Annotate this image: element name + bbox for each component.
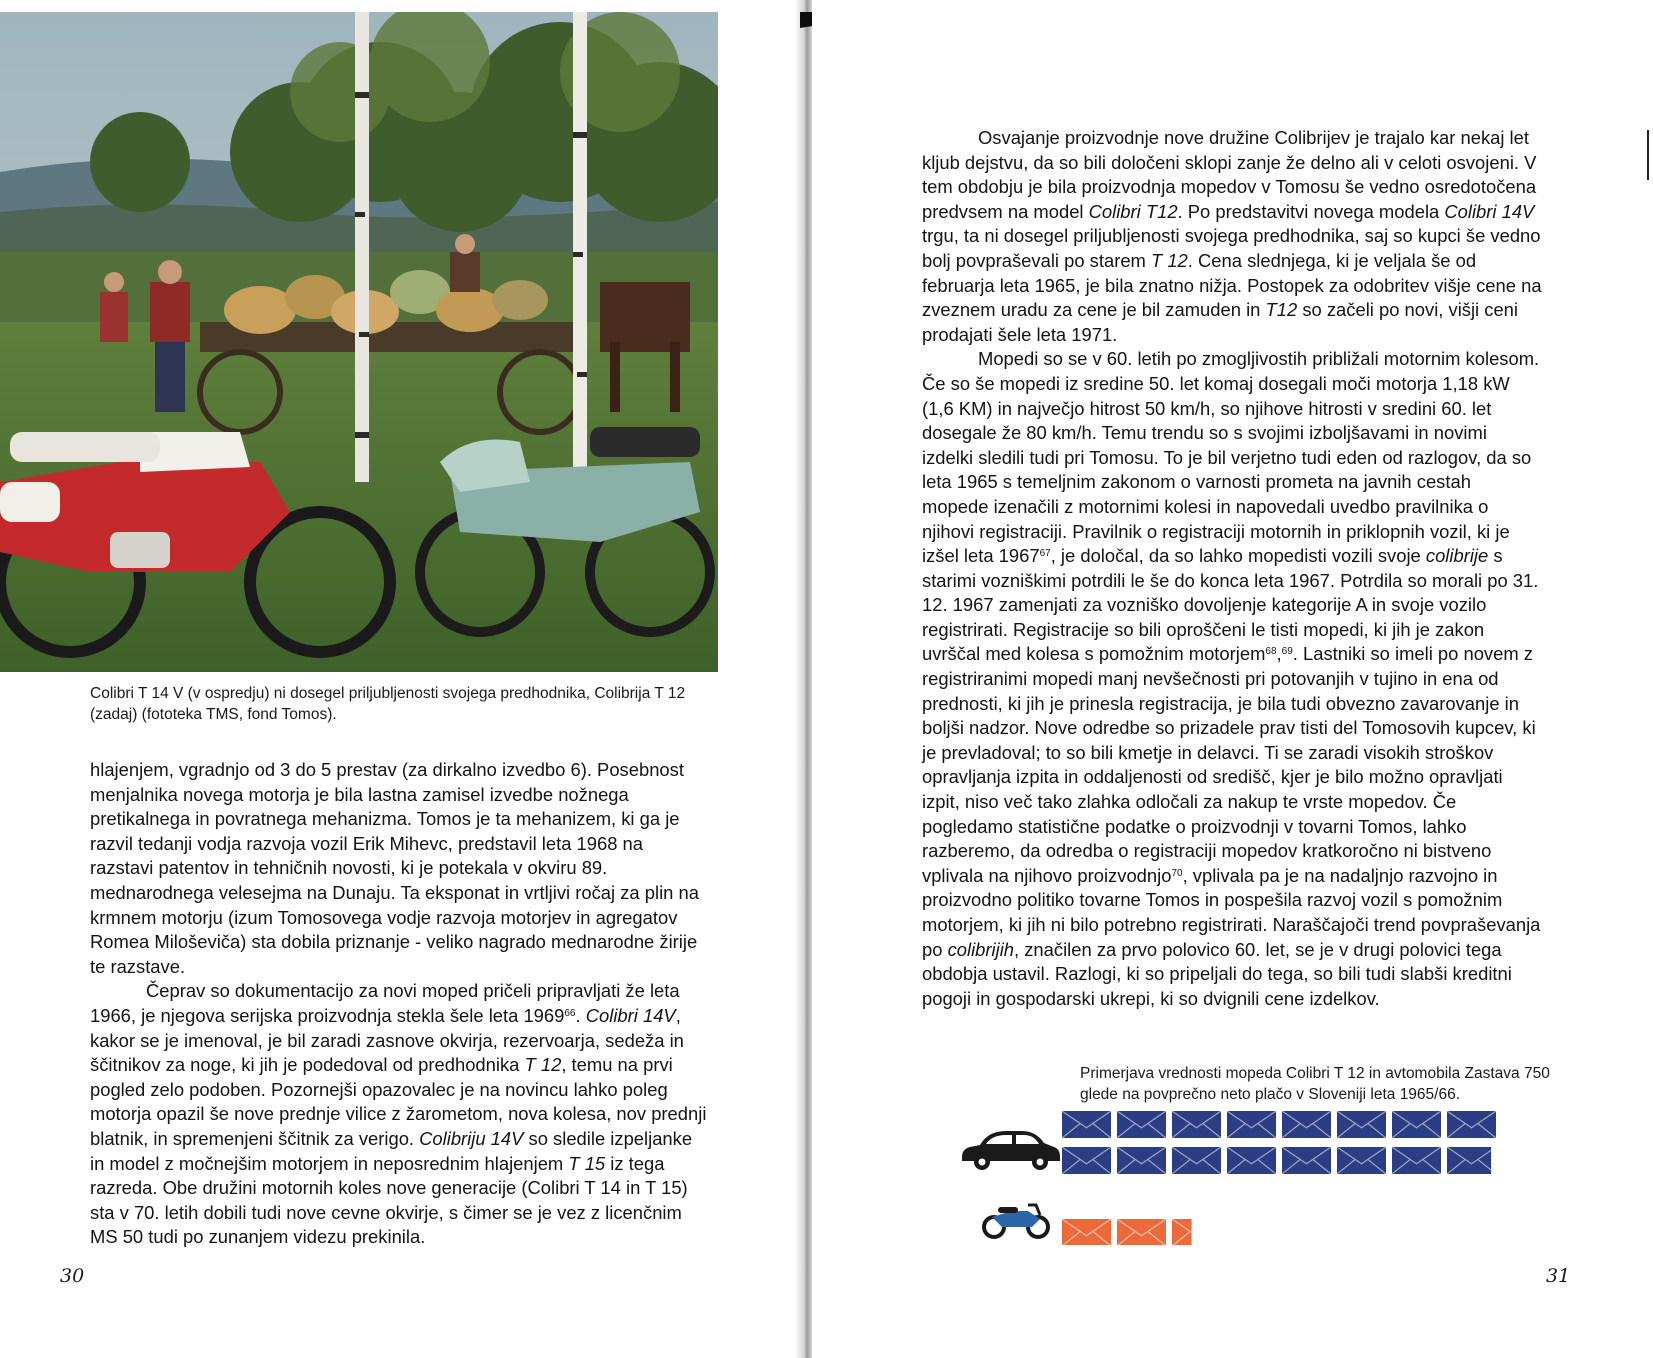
text-run: so sledile izpeljanke in model z močnejšim motorjem in neposrednim hlajenjem: [90, 1127, 693, 1174]
paragraph: [922, 126, 1542, 347]
pictogram-chart: [960, 1105, 1560, 1245]
car-icon: [962, 1131, 1060, 1170]
model-name: T 12: [1150, 249, 1188, 271]
paragraph: [922, 347, 1542, 1011]
text-run: Mopedi so se v 60. letih po zmogljivostih približali motornim kolesom. Če so še mopedi iz sredine 50. let komaj dosegali moči motorja 1,18 kW (1,6 KM) in največjo hitrost 50 km/h, so njihove hitrosti v sredini 60. let dosegale že 80 km/h. Temu trendu so s svojimi izboljšavami in novimi izdelki sledili tudi pri Tomosu. To je bil verjetno tudi eden od razlogov, da so leta 1965 s temeljnim zakonom o varnosti prometa na javnih cestah mopede izenačili z motornimi kolesi in napovedali uvedbo pravilnika o njihovi registraciji. Pravilnik o registraciji motornih in priklopnih vozil, ki je izšel leta 1967: [922, 348, 1540, 567]
text-run: , vplivala pa je na nadaljnjo razvojno in proizvodno politiko tovarne Tomos in pospešila razvoj vozil s pomožnim motorjem, ki jih ni bilo potrebno registrirati. Naraščajoči trend povpraševanja po: [922, 864, 1541, 960]
left-body-text: [90, 758, 710, 1250]
text-run: . Po predstavitvi novega modela: [1177, 200, 1445, 222]
moped-icon: [984, 1205, 1048, 1237]
page-number: 30: [60, 1265, 85, 1287]
envelope-icon: [1062, 1219, 1111, 1245]
envelope-icon: [1392, 1111, 1441, 1138]
footnote-ref: 69: [1281, 646, 1293, 658]
text-run: , značilen za prvo polovico 60. let, se je v drugi polovici tega obdobja ustavil. Razlogi, ki so pripeljali do tega, so bili tudi slabši kreditni pogoji in gospodarski ukrepi, ki so dvignili cene izdelkov.: [922, 938, 1512, 1009]
envelope-icon: [1447, 1147, 1496, 1174]
text-run: .: [575, 1004, 586, 1026]
envelope-icon: [1337, 1111, 1386, 1138]
text-run: , je določal, da so lahko mopedisti vozili svoje: [1050, 545, 1426, 567]
envelope-icon: [1117, 1111, 1166, 1138]
model-name: Colibri T12: [1088, 200, 1178, 222]
envelope-icon: [1172, 1147, 1221, 1174]
text-run: . Cena slednjega, ki je veljala še od februarja leta 1965, je bila znatno nižja. Postopek za odobritev višje cene na zveznem uradu za cene je bil zamuden in: [922, 249, 1542, 321]
text-run: so začeli po novi, višji ceni prodajati šele leta 1971.: [922, 299, 1518, 345]
footnote-ref: 68: [1265, 646, 1277, 658]
text-run: iz tega razreda. Obe družini motornih koles nove generacije (Colibri T 14 in T 15) sta v 70. letih dobili tudi nove cevne okvirje, s čimer se je vez z licenčnim MS 50 tudi po zunanjem videzu prekinila.: [90, 1152, 688, 1248]
envelope-icon: [1282, 1111, 1331, 1138]
envelope-icon: [1392, 1147, 1441, 1174]
model-name: Colibri 14V: [585, 1004, 676, 1026]
text-run: Čeprav so dokumentacijo za novi moped pričeli pripravljati že leta 1966, je njegova serijska proizvodnja stekla šele leta 1969: [90, 980, 680, 1026]
text-run: , temu na prvi pogled zelo podoben. Pozornejši opazovalec je na novincu lahko poleg motorja opazil še nove prednje vilice z žarometom, nova kolesa, nov prednji blatnik, in spremenjeni ščitnik za verigo.: [90, 1054, 707, 1149]
footnote-ref: 70: [1171, 867, 1183, 879]
envelope-icon: [1172, 1111, 1221, 1138]
text-run: ,: [1276, 643, 1282, 665]
page-edge-mark: [1647, 130, 1649, 180]
model-name: Colibriju 14V: [419, 1127, 524, 1149]
envelope-icon: [1337, 1147, 1386, 1174]
model-name: colibrije: [1425, 545, 1489, 567]
model-name: Colibri 14V: [1444, 200, 1535, 222]
moped-field-photo: [0, 12, 718, 672]
text-run: s starimi vozniškimi potrdili le še do konca leta 1967. Potrdila so morali po 31. 12. 1967 zamenjati za vozniško dovoljenje kategorije A in svoje vozilo registrirati. Registracije so bili oproščeni le tisti mopedi, ki jih je zakon uvrščal med kolesa s pomožnim motorjem: [922, 545, 1539, 665]
text-run: hlajenjem, vgradnjo od 3 do 5 prestav (za dirkalno izvedbo 6). Posebnost menjalnika novega motorja je bila lastna zamisel izvedbe nožnega pretikalnega in povratnega mehanizma. Tomos je ta mehanizem, ki ga je razvil tedanji vodja razvoja vozil Erik Mihevc, predstavil leta 1968 na razstavi patentov in tehničnih novosti, ki je potekala v okviru 89. mednarodnega velesejma na Dunaju. Ta eksponat in vrtljivi ročaj za plin na krmnem motorju (izum Tomosovega vodje razvoja motorjev in agregatov Romea Miloševiča) sta dobila priznanje - veliko nagrado mednarodne žirije te razstave.: [90, 759, 699, 977]
left-page: [0, 0, 800, 1358]
text-run: . Lastniki so imeli po novem z registriranimi mopedi manj nevšečnosti pri potovanjih v tujino in ena od prednosti, ki jih je prinesla registracija, je bila tudi obvezno zavarovanje in boljši nadzor. Nove odredbe so prizadele prav tisti del Tomosovih kupcev, ki je prevladoval; to so bili kmetje in delavci. Ti se zaradi visokih stroškov opravljanja izpita in oddaljenosti od središč, kjer je bilo možno opravljati izpit, niso več tako zlahka odločali za nakup te vrste mopedov. Če pogledamo statistične podatke o proizvodnji v tovarni Tomos, lahko razberemo, da odredba o registraciji mopedov kratkoročno ni bistveno vplivala na njihovo proizvodnjo: [922, 643, 1536, 886]
paragraph: [90, 979, 710, 1250]
envelope-icon: [1117, 1219, 1166, 1245]
right-body-text: [922, 126, 1542, 1011]
photo-caption: Colibri T 14 V (v ospredju) ni dosegel priljubljenosti svojega predhodnika, Colibrija T 12 (zadaj) (fototeka TMS, fond Tomos).: [90, 685, 686, 723]
chart-caption: Primerjava vrednosti mopeda Colibri T 12 in avtomobila Zastava 750 glede na povprečno neto plačo v Sloveniji leta 1965/66.: [1080, 1065, 1550, 1103]
envelope-icon: [1172, 1219, 1221, 1245]
model-name: colibrijih: [947, 938, 1015, 960]
model-name: T12: [1265, 299, 1298, 321]
footnote-ref: 67: [1039, 548, 1051, 560]
page-number: 31: [1546, 1265, 1571, 1287]
envelope-icon: [1062, 1111, 1111, 1138]
envelope-icon: [1117, 1147, 1166, 1174]
pictogram-rows: [1062, 1111, 1496, 1245]
text-run: , kakor se je imenoval, je bil zaradi zasnove okvirja, rezervoarja, sedeža in ščitnikov za noge, ki jih je podedoval od predhodnika: [90, 1004, 684, 1076]
cover-photo: [0, 12, 718, 672]
envelope-icon: [1227, 1111, 1276, 1138]
text-run: Osvajanje proizvodnje nove družine Colibrijev je trajalo kar nekaj let kljub dejstvu, da so bili določeni sklopi zanje že delno ali v celoti osvojeni. V tem obdobju je bila proizvodnja mopedov v Tomosu še vedno osredotočena predvsem na model: [922, 127, 1537, 222]
model-name: T 15: [568, 1152, 606, 1174]
paragraph: [90, 758, 710, 979]
envelope-icon: [1227, 1147, 1276, 1174]
envelope-icon: [1282, 1147, 1331, 1174]
envelope-icon: [1447, 1111, 1496, 1138]
envelope-icon: [1062, 1147, 1111, 1174]
footnote-ref: 66: [564, 1007, 576, 1019]
model-name: T 12: [524, 1054, 562, 1076]
text-run: trgu, ta ni dosegel priljubljenosti svojega predhodnika, saj so kupci še vedno bolj povpraševali po starem: [922, 225, 1541, 271]
